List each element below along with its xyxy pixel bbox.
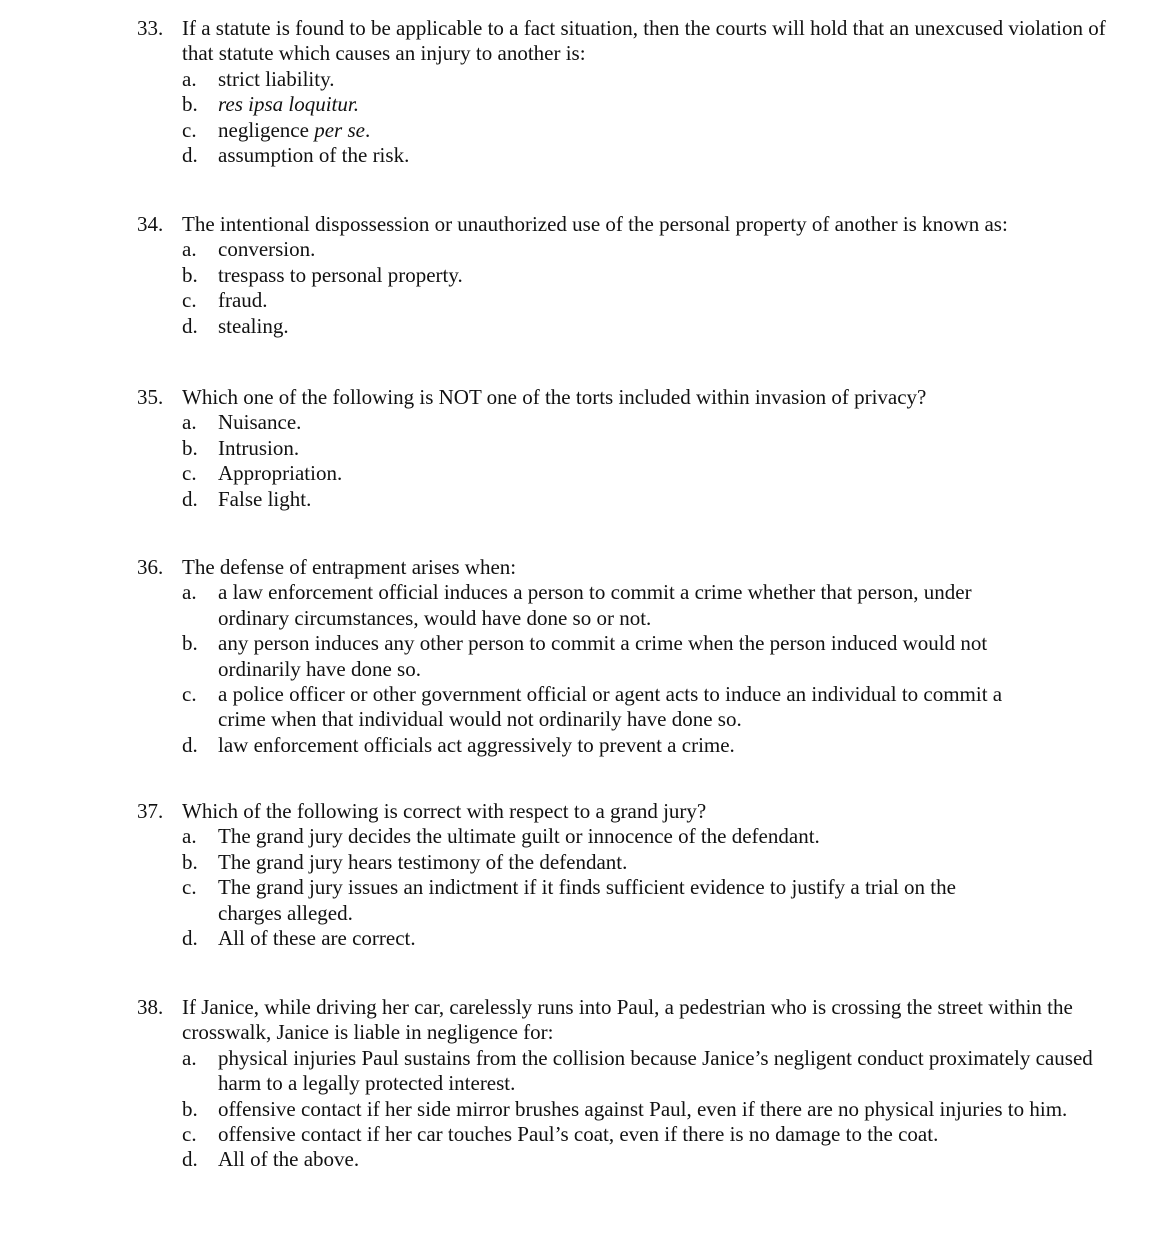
- option-letter: b.: [182, 92, 198, 117]
- option-letter: b.: [182, 262, 198, 287]
- option-text-pre: negligence: [218, 117, 315, 142]
- option-text: Intrusion.: [218, 435, 300, 460]
- option-text: assumption of the risk.: [218, 143, 410, 168]
- question-text: If Janice, while driving her car, carelessly runs into Paul, a pedestrian who is crossing the street within the crosswalk, Janice is liable in negligence for:: [182, 995, 1073, 1045]
- option-letter: a.: [182, 580, 197, 605]
- option-letter: d.: [182, 732, 198, 757]
- answer-options: [182, 237, 1097, 339]
- option-text: fraud.: [218, 288, 268, 313]
- answer-option-d[interactable]: [182, 733, 1017, 758]
- option-text: a police officer or other government official or agent acts to induce an individual to commit a crime when that individual would not ordinarily have done so.: [218, 682, 1003, 732]
- question-38: [137, 995, 1097, 1173]
- answer-option-b[interactable]: [182, 850, 1007, 875]
- question-text: If a statute is found to be applicable to a fact situation, then the courts will hold that an unexcused violation of that statute which causes an injury to another is:: [182, 16, 1106, 66]
- answer-option-d[interactable]: [182, 143, 1117, 168]
- option-text: All of these are correct.: [218, 926, 416, 951]
- option-letter: b.: [182, 631, 198, 656]
- option-letter: a.: [182, 410, 197, 435]
- option-text: The grand jury issues an indictment if it finds sufficient evidence to justify a trial on the charges alleged.: [218, 875, 956, 925]
- question-35: [137, 385, 1117, 512]
- answer-option-a[interactable]: [182, 67, 1117, 92]
- option-letter: a.: [182, 824, 197, 849]
- option-letter: b.: [182, 849, 198, 874]
- answer-option-a[interactable]: [182, 410, 1117, 435]
- question-text: The defense of entrapment arises when:: [182, 555, 517, 579]
- answer-option-a[interactable]: [182, 237, 1097, 262]
- answer-options: [182, 1046, 1097, 1173]
- option-text: stealing.: [218, 313, 289, 338]
- question-34: [137, 212, 1097, 339]
- option-letter: b.: [182, 435, 198, 460]
- option-text: strict liability.: [218, 66, 335, 91]
- option-text: offensive contact if her car touches Paul’s coat, even if there is no damage to the coat.: [218, 1122, 939, 1147]
- option-text: The grand jury decides the ultimate guilt or innocence of the defendant.: [218, 824, 820, 849]
- option-letter: d.: [182, 486, 198, 511]
- answer-option-b[interactable]: [182, 1097, 1097, 1122]
- answer-option-c[interactable]: [182, 118, 1117, 143]
- answer-option-d[interactable]: [182, 487, 1117, 512]
- answer-option-b[interactable]: [182, 631, 1017, 682]
- option-letter: c.: [182, 1122, 197, 1147]
- answer-option-d[interactable]: [182, 926, 1007, 951]
- answer-options: [182, 580, 1017, 758]
- option-letter: d.: [182, 143, 198, 168]
- question-number: 35.: [137, 385, 164, 409]
- option-text-post: .: [364, 117, 371, 142]
- question-number: 33.: [137, 16, 164, 40]
- answer-options: [182, 824, 1007, 951]
- answer-option-b[interactable]: [182, 436, 1117, 461]
- question-36: [137, 555, 1017, 758]
- option-letter: c.: [182, 461, 197, 486]
- answer-option-c[interactable]: [182, 461, 1117, 486]
- option-letter: d.: [182, 1147, 198, 1172]
- answer-options: [182, 410, 1117, 512]
- option-text: trespass to personal property.: [218, 262, 463, 287]
- answer-option-b[interactable]: [182, 263, 1097, 288]
- question-number: 36.: [137, 555, 164, 579]
- option-text: All of the above.: [218, 1147, 360, 1172]
- option-text: physical injuries Paul sustains from the collision because Janice’s negligent conduct proximately caused harm to a legally protected interest.: [218, 1045, 1093, 1096]
- answer-option-b[interactable]: [182, 92, 1117, 117]
- question-number: 34.: [137, 212, 164, 236]
- option-text: Nuisance.: [218, 410, 302, 435]
- option-text: Appropriation.: [218, 461, 343, 486]
- option-letter: a.: [182, 237, 197, 262]
- answer-option-a[interactable]: [182, 580, 1017, 631]
- option-text: res ipsa loquitur.: [218, 92, 359, 117]
- option-text: any person induces any other person to commit a crime when the person induced would not ordinarily have done so.: [218, 631, 988, 681]
- answer-option-c[interactable]: [182, 288, 1097, 313]
- question-text: The intentional dispossession or unauthorized use of the personal property of another is known as:: [182, 212, 1008, 236]
- answer-option-a[interactable]: [182, 824, 1007, 849]
- question-number: 37.: [137, 799, 164, 823]
- option-letter: c.: [182, 117, 197, 142]
- option-text-italic: per se: [314, 117, 365, 142]
- option-text: a law enforcement official induces a person to commit a crime whether that person, under ordinary circumstances, would have done so or not.: [218, 580, 972, 630]
- option-letter: b.: [182, 1096, 198, 1121]
- question-text: Which of the following is correct with respect to a grand jury?: [182, 799, 707, 823]
- answer-option-c[interactable]: [182, 682, 1017, 733]
- option-letter: c.: [182, 288, 197, 313]
- question-37: [137, 799, 1007, 951]
- option-letter: c.: [182, 875, 197, 900]
- question-text: Which one of the following is NOT one of the torts included within invasion of privacy?: [182, 385, 927, 409]
- option-letter: d.: [182, 313, 198, 338]
- question-number: 38.: [137, 995, 164, 1019]
- option-text: conversion.: [218, 237, 316, 262]
- answer-options: [182, 67, 1117, 169]
- option-letter: c.: [182, 682, 197, 707]
- answer-option-d[interactable]: [182, 314, 1097, 339]
- answer-option-d[interactable]: [182, 1147, 1097, 1172]
- option-text: The grand jury hears testimony of the defendant.: [218, 849, 628, 874]
- option-letter: a.: [182, 1045, 197, 1070]
- question-33: [137, 16, 1117, 168]
- option-letter: d.: [182, 926, 198, 951]
- option-text: law enforcement officials act aggressively to prevent a crime.: [218, 732, 735, 757]
- option-letter: a.: [182, 66, 197, 91]
- answer-option-c[interactable]: [182, 875, 1007, 926]
- option-text: [218, 118, 1117, 143]
- answer-option-a[interactable]: [182, 1046, 1097, 1097]
- option-text: offensive contact if her side mirror brushes against Paul, even if there are no physical injuries to him.: [218, 1096, 1068, 1121]
- option-text: False light.: [218, 486, 312, 511]
- answer-option-c[interactable]: [182, 1122, 1097, 1147]
